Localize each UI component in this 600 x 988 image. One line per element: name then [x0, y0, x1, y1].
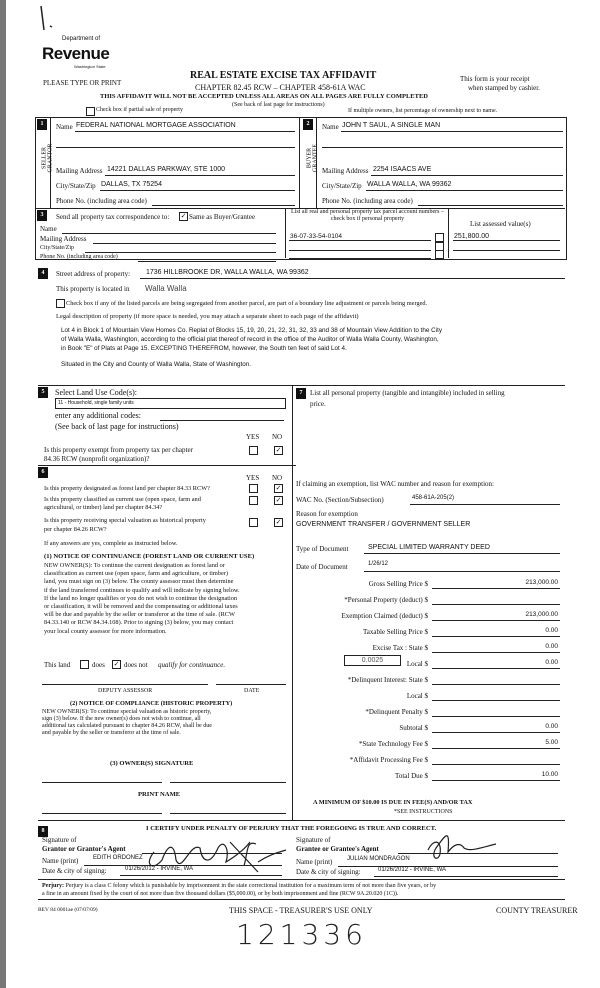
tax-row-field[interactable]	[432, 716, 560, 717]
form-title: REAL ESTATE EXCISE TAX AFFIDAVIT	[190, 70, 377, 81]
deputy-assessor-line[interactable]	[42, 684, 208, 685]
tax-row-field[interactable]	[432, 652, 560, 653]
tax-row-field[interactable]	[432, 700, 560, 701]
grantor-date-city-field[interactable]: 01/26/2012 - IRVINE, WA	[125, 866, 194, 872]
underline	[289, 250, 431, 251]
underline	[322, 147, 563, 148]
underline	[338, 866, 558, 867]
tax-row-label: Gross Selling Price $	[368, 580, 428, 588]
underline	[56, 147, 295, 148]
notice-compliance-text: NEW OWNER(S): To continue special valuation as historic property, sign (3) below. If the new owner(s) does not wish to continue, all additional tax calculated pursuant to chapter 84.26 RCW, shall be due and payable by the seller or transferor at the time of sale.	[42, 709, 213, 736]
tax-row-label: *State Technology Fee $	[358, 740, 428, 748]
buyer-address-field[interactable]: 2254 ISAACS AVE	[373, 166, 432, 173]
current-use-yes-checkbox[interactable]	[249, 496, 258, 505]
tax-row-label: *Delinquent Penalty $	[365, 708, 428, 716]
segregated-checkbox[interactable]	[56, 299, 65, 308]
divider	[285, 208, 286, 258]
corr-name-field[interactable]	[62, 233, 276, 234]
buyer-phone-field[interactable]	[418, 205, 563, 206]
personal-property-checkbox[interactable]	[435, 233, 444, 242]
underline	[371, 175, 563, 176]
underline	[289, 258, 431, 259]
current-use-no-checkbox[interactable]: ✓	[275, 496, 282, 504]
corr-phone-field[interactable]	[138, 261, 276, 262]
divider	[448, 208, 449, 258]
grantor-signature	[140, 822, 290, 882]
exempt-no-checkbox[interactable]: ✓	[275, 446, 282, 454]
buyer-name-field[interactable]: JOHN T SAUL, A SINGLE MAN	[342, 122, 441, 129]
street-address-field[interactable]: 1736 HILLBROOKE DR, WALLA WALLA, WA 99362	[146, 269, 309, 276]
divider	[38, 385, 565, 386]
seller-phone-field[interactable]	[152, 205, 295, 206]
underline	[366, 190, 563, 191]
parcel-number-field[interactable]: 36-07-33-54-0104	[290, 233, 343, 240]
notice-continuance-text: NEW OWNER(S): To continue the current designation as forest land or classification as current use (open space, farm and agriculture, or timber) land, you must sign on (3) below. The county assessor must then determine if the land transferred continues to qualify and will indicate by signing below. If the land no longer qualifies or you do not wish to continue the designation or classification, it will be removed and the compensating or additional taxes will be due and payable by the seller or transferor at the time of sale. (RCW 84.33.140 or RCW 84.34.108). Prior to signing (3) below, you may contact your local county assessor for more information.	[44, 562, 240, 635]
underline	[289, 240, 431, 241]
owner-signature-line[interactable]	[42, 782, 162, 783]
tax-row-label: Local $	[406, 660, 428, 668]
document-date-field[interactable]: 1/26/12	[368, 561, 389, 567]
owner-signature-line[interactable]	[170, 782, 286, 783]
legal-description: Lot 4 in Block 1 of Mountain View Homes Co. Replat of Blocks 15, 19, 20, 21, 22, 31, 32, 33 and 38 of Mountain View Addition to the City	[61, 327, 442, 334]
underline	[453, 250, 560, 251]
corr-address-field[interactable]	[93, 243, 276, 244]
tax-row-label: *Affidavit Processing Fee $	[349, 756, 428, 764]
scan-mark	[38, 4, 58, 34]
affidavit-page: Department of Revenue Washington State PLEASE TYPE OR PRINT REAL ESTATE EXCISE TAX AFFIDAVIT CHAPTER 82.45 RCW – CHAPTER 458-61A WAC THIS AFFIDAVIT WILL NOT BE ACCEPTED UNLESS ALL AREAS ON ALL PAGES ARE FULLY COMPLETED (See back of last page for instructions) This form is your receipt when stamped by cashier. Check box if partial sale of property If multiple owners, list percentage of ownership next to name. 1 2 SELLER GRANTOR BUYER GRANTEE Name FEDERAL NATIONAL MORTGAGE ASSOCIATION Mailing Address 14221 DALLAS PARKWAY, STE 1000 City/State/Zip DALLAS, TX 75254 Phone No. (including area code) Name JOHN T SAUL, A SINGLE MAN Mailing Address 2254 ISAACS AVE City/State/Zip WALLA WALLA, WA 99362 Phone No. (including area code) 3 Send all property tax correspondence to: ✓ Same as Buyer/Grantee Name Mailing Address City/State/Zip Phone No. (including area code) List all real and personal property tax parcel account numbers – check box if personal property List assessed value(s) 36-07-33-54-0104 251,800.00 4 Street address of property: 1736 HILLBROOKE DR, WALLA WALLA, WA 99362 This property is located in Walla Walla Check box if any of the listed parcels are being segregated from another parcel, are part of a boundary line adjustment or parcels being merged. Legal description of property (if more space is needed, you may attach a separate sheet to each page of the affidavit) Lot 4 in Block 1 of Mountain View Homes Co. Replat of Blocks 15, 19, 20, 21, 22, 31, 32, 33 and 38 of Mountain View Addition to the City of Walla Walla, Washington, according to the official plat thereof of record in the office of the Auditor of Walla Walla County, Washington, in Book "E" of Plats at Page 15. EXCEPTING THEREFROM, however, the South ten feet of said Lot 4. Situated in the City and County of Walla Walla, State of Washington. 5 Select Land Use Code(s): 11 - Household, single family units enter any additional codes: (See back of last page for instructions) YES NO Is this property exempt from property tax per chapter 84.36 RCW (nonprofit organization)? ✓ 6 YES NO Is this property designated as forest land per chapter 84.33 RCW? ✓ Is this property classified as current use (open space, farm and agricultural, or timber) land per chapter 84.34? ✓ Is this property receiving special valuation as historical property per chapter 84.26 RCW? ✓ If any answers are yes, complete as instructed below. (1) NOTICE OF CONTINUANCE (FOREST LAND OR CURRENT USE) NEW OWNER(S): To continue the current designation as forest land or classification as current use (open space, farm and agriculture, or timber) land, you must sign on (3) below. The county assessor must then determine if the land transferred continues to qualify and will indicate by signing below. If the land no longer qualifies or you do not wish to continue the designation or classification, it will be removed and the compensating or additional taxes will be due and payable by the seller or transferor at the time of sale. (RCW 84.33.140 or RCW 84.34.108). Prior to signing (3) below, you may contact your local county assessor for more information. This land does ✓ does not qualify for continuance. DEPUTY ASSESSOR DATE (2) NOTICE OF COMPLIANCE (HISTORIC PROPERTY) NEW OWNER(S): To continue special valuation as historic property, sign (3) below. If the new owner(s) does not wish to continue, all additional tax calculated pursuant to chapter 84.26 RCW, shall be due and payable by the seller or transferor at the time of sale. (3) OWNER(S) SIGNATURE PRINT NAME 7 List all personal property (tangible and intangible) included in selling price. If claiming an exemption, list WAC number and reason for exemption: WAC No. (Section/Subsection) 458-61A-205(2) Reason for exemption GOVERNMENT TRANSFER / GOVERNMENT SELLER Type of Document SPECIAL LIMITED WARRANTY DEED Date of Document 1/26/12 0.0025 Gross Selling Price $ 213,000.00 *Personal Property (deduct) $ Exemption Claimed (deduct) $ 213,000.00 Taxable Selling Price $ 0.00 Excise Tax : State $ 0.00 Local $ 0.00 *Delinquent Interest: State $ Local $ *Delinquent Penalty $ Subtotal $ 0.00 *State Technology Fee $ 5.00 *Affidavit Processing Fee $ Total Due $ 10.00 A MINIMUM OF $10.00 IS DUE IN FEE(S) AND/OR TAX *SEE INSTRUCTIONS 8 I CERTIFY UNDER PENALTY OF PERJURY THAT THE FOREGOING IS TRUE AND CORRECT. Signature of Grantor or Grantor's Agent Signature of Grantee or Grantee's Agent Name (print) EDITH ORDONEZ Name (print) JULIAN MONDRAGON Date & city of signing: 01/26/2012 - IRVINE, WA Date & city of signing: 01/26/2012 - IRVINE, WA Perjury: Perjury is a class C felony which is punishable by imprisonment in the state correctional institution for a maximum term of not more than five years, or by a fine in an amount fixed by the court of not more than five thousand dollars ($5,000.00), or by both imprisonment and fine (RCW 9A.20.020 (1C)). REV 84 0001ae (07/07/09) THIS SPACE - TREASURER'S USE ONLY COUNTY TREASURER 121336	[0, 0, 600, 988]
assessor-date-line[interactable]	[216, 684, 286, 685]
same-as-buyer-checkbox[interactable]: ✓	[180, 212, 187, 220]
does-qualify-checkbox[interactable]	[80, 660, 89, 669]
tax-row-field[interactable]	[432, 732, 560, 733]
document-type-field[interactable]: SPECIAL LIMITED WARRANTY DEED	[368, 544, 490, 551]
wac-number-field[interactable]: 458-61A-205(2)	[412, 495, 455, 501]
divider	[38, 465, 292, 466]
divider	[38, 879, 565, 880]
exemption-reason-field[interactable]: GOVERNMENT TRANSFER / GOVERNMENT SELLER	[296, 521, 471, 528]
underline	[140, 278, 565, 279]
tax-row-field[interactable]	[432, 636, 560, 637]
underline	[453, 240, 560, 241]
partial-sale-checkbox[interactable]	[86, 107, 95, 116]
grantee-signature	[420, 818, 500, 863]
owner-print-name-line[interactable]	[170, 813, 286, 814]
dor-logo: Department of Revenue Washington State	[42, 36, 110, 69]
tax-row-label: *Personal Property (deduct) $	[344, 596, 428, 604]
tax-row-label: *Delinquent Interest: State $	[347, 676, 428, 684]
local-rate-field[interactable]: 0.0025	[344, 655, 401, 666]
underline	[105, 175, 295, 176]
tax-row-value: 213,000.00	[525, 611, 558, 618]
tax-row-value: 0.00	[545, 643, 558, 650]
underline	[341, 131, 563, 132]
historic-no-checkbox[interactable]: ✓	[275, 518, 282, 526]
located-in-field[interactable]: Walla Walla	[145, 284, 187, 293]
tax-row-field[interactable]	[432, 780, 560, 781]
forest-no-checkbox[interactable]: ✓	[275, 484, 282, 492]
forest-yes-checkbox[interactable]	[249, 484, 258, 493]
additional-codes-field[interactable]	[160, 420, 284, 421]
underline	[410, 504, 560, 505]
tax-row-label: Local $	[406, 692, 428, 700]
personal-property-checkbox[interactable]	[435, 250, 444, 259]
tax-row-field[interactable]	[432, 620, 560, 621]
underline	[364, 571, 560, 572]
historic-yes-checkbox[interactable]	[249, 518, 258, 527]
grantee-name-field[interactable]: JULIAN MONDRAGON	[347, 856, 410, 862]
tax-row-value: 0.00	[545, 659, 558, 666]
underline	[364, 553, 560, 554]
handwritten-number: 121336	[236, 918, 367, 951]
divider	[292, 385, 293, 820]
tax-row-value: 213,000.00	[525, 579, 558, 586]
tax-row-field[interactable]	[432, 668, 560, 669]
tax-row-field[interactable]	[432, 684, 560, 685]
tax-row-value: 0.00	[545, 723, 558, 730]
tax-row-field[interactable]	[432, 604, 560, 605]
tax-row-value: 10.00	[541, 771, 558, 778]
divider	[38, 899, 565, 900]
perjury-notice: Perjury: Perjury is a class C felony which is punishable by imprisonment in the state correctional institution for a maximum term of not more than five years, or by	[42, 883, 437, 889]
tax-row-field[interactable]	[432, 748, 560, 749]
tax-row-field[interactable]	[432, 588, 560, 589]
tax-row-label: Subtotal $	[399, 724, 428, 732]
underline	[75, 131, 295, 132]
seller-name-field[interactable]: FEDERAL NATIONAL MORTGAGE ASSOCIATION	[76, 122, 236, 129]
tax-row-label: Total Due $	[395, 772, 428, 780]
seller-address-field[interactable]: 14221 DALLAS PARKWAY, STE 1000	[107, 166, 226, 173]
scan-edge	[0, 0, 6, 988]
tax-row-field[interactable]	[432, 764, 560, 765]
does-not-qualify-checkbox[interactable]: ✓	[113, 660, 120, 668]
seller-city-field[interactable]: DALLAS, TX 75254	[101, 181, 162, 188]
tax-row-label: Taxable Selling Price $	[362, 628, 428, 636]
underline	[120, 875, 282, 876]
buyer-city-field[interactable]: WALLA WALLA, WA 99362	[367, 181, 452, 188]
tax-row-value: 5.00	[545, 739, 558, 746]
tax-row-label: Excise Tax : State $	[372, 644, 428, 652]
grantee-date-city-field[interactable]: 01/26/2012 - IRVINE, WA	[378, 867, 447, 873]
assessed-value-field[interactable]: 251,800.00	[454, 233, 490, 240]
tick	[292, 465, 296, 466]
grantor-name-field[interactable]: EDITH ORDONEZ	[93, 855, 143, 861]
tax-row-label: Exemption Claimed (deduct) $	[341, 612, 428, 620]
land-use-code-select[interactable]: 11 - Household, single family units	[55, 398, 286, 409]
divider	[299, 117, 300, 208]
tax-row-value: 0.00	[545, 627, 558, 634]
underline	[374, 876, 558, 877]
corr-city-field[interactable]	[85, 252, 276, 253]
owner-print-name-line[interactable]	[42, 813, 162, 814]
underline	[100, 190, 295, 191]
exempt-yes-checkbox[interactable]	[249, 446, 258, 455]
